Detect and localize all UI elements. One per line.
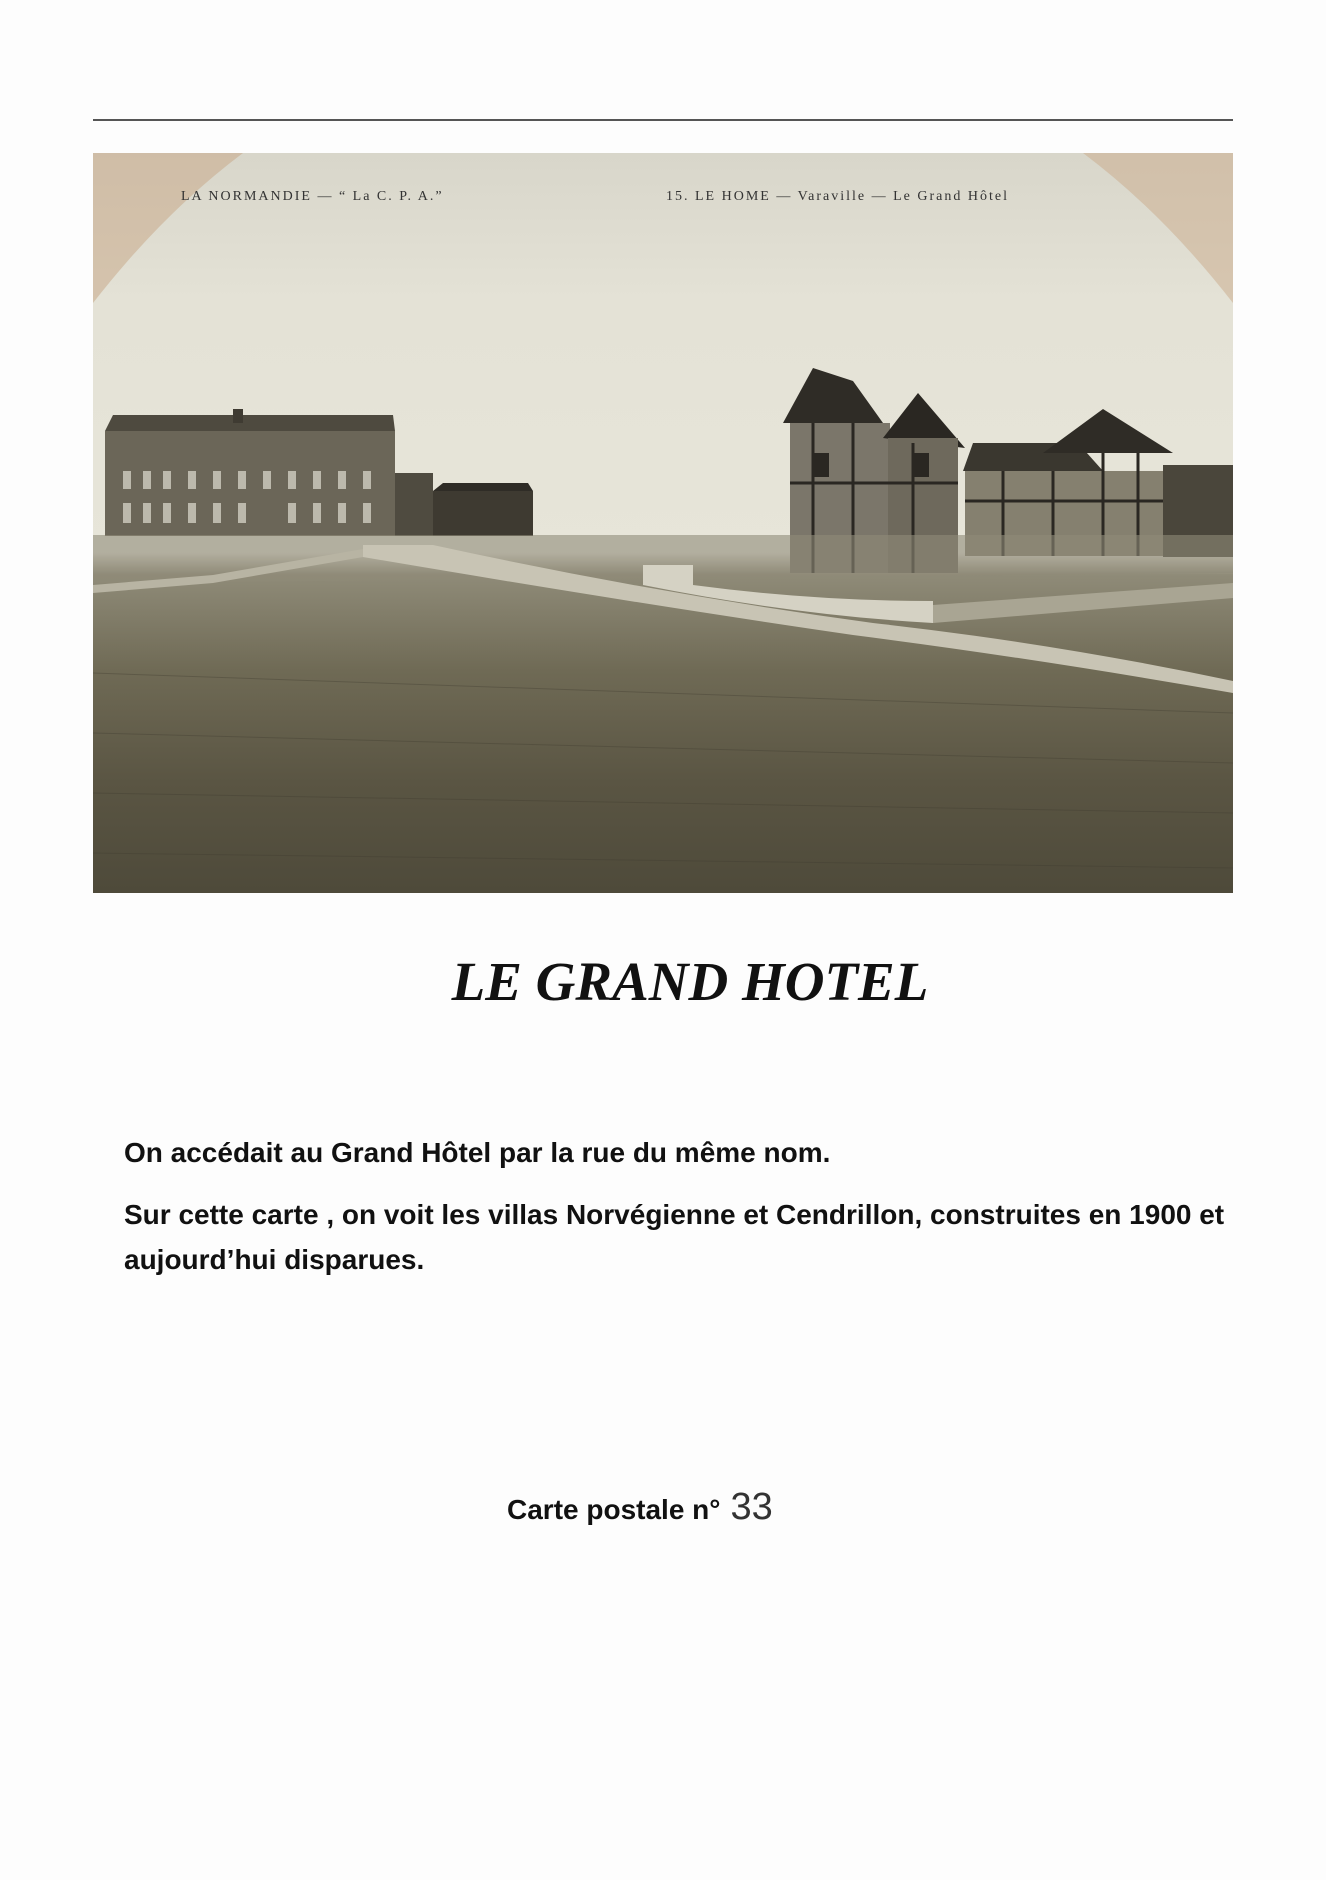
paragraph-access: On accédait au Grand Hôtel par la rue du même nom. [124, 1137, 831, 1168]
postcard-caption-left: LA NORMANDIE — “ La C. P. A.” [181, 189, 444, 204]
footer-label: Carte postale n° [507, 1494, 721, 1525]
footer-number: 33 [730, 1486, 773, 1528]
vignette-right [1083, 153, 1233, 303]
postcard-scene [93, 153, 1233, 893]
postcard-image [93, 153, 1233, 893]
paragraph-villas: Sur cette carte , on voit les villas Norvégienne et Cendrillon, construites en 1900 et aujourd’hui disparues. [124, 1199, 1225, 1275]
page-title: LE GRAND HOTEL [451, 951, 929, 1012]
villa-cendrillon [963, 409, 1233, 557]
fence [933, 583, 1233, 623]
top-rule [93, 119, 1233, 121]
postcard-caption-right: 15. LE HOME — Varaville — Le Grand Hôtel [666, 189, 1009, 204]
postcard-number-label [507, 1486, 773, 1529]
grand-hotel-building [105, 409, 533, 536]
field-texture [93, 673, 1233, 868]
vignette-left [93, 153, 243, 303]
